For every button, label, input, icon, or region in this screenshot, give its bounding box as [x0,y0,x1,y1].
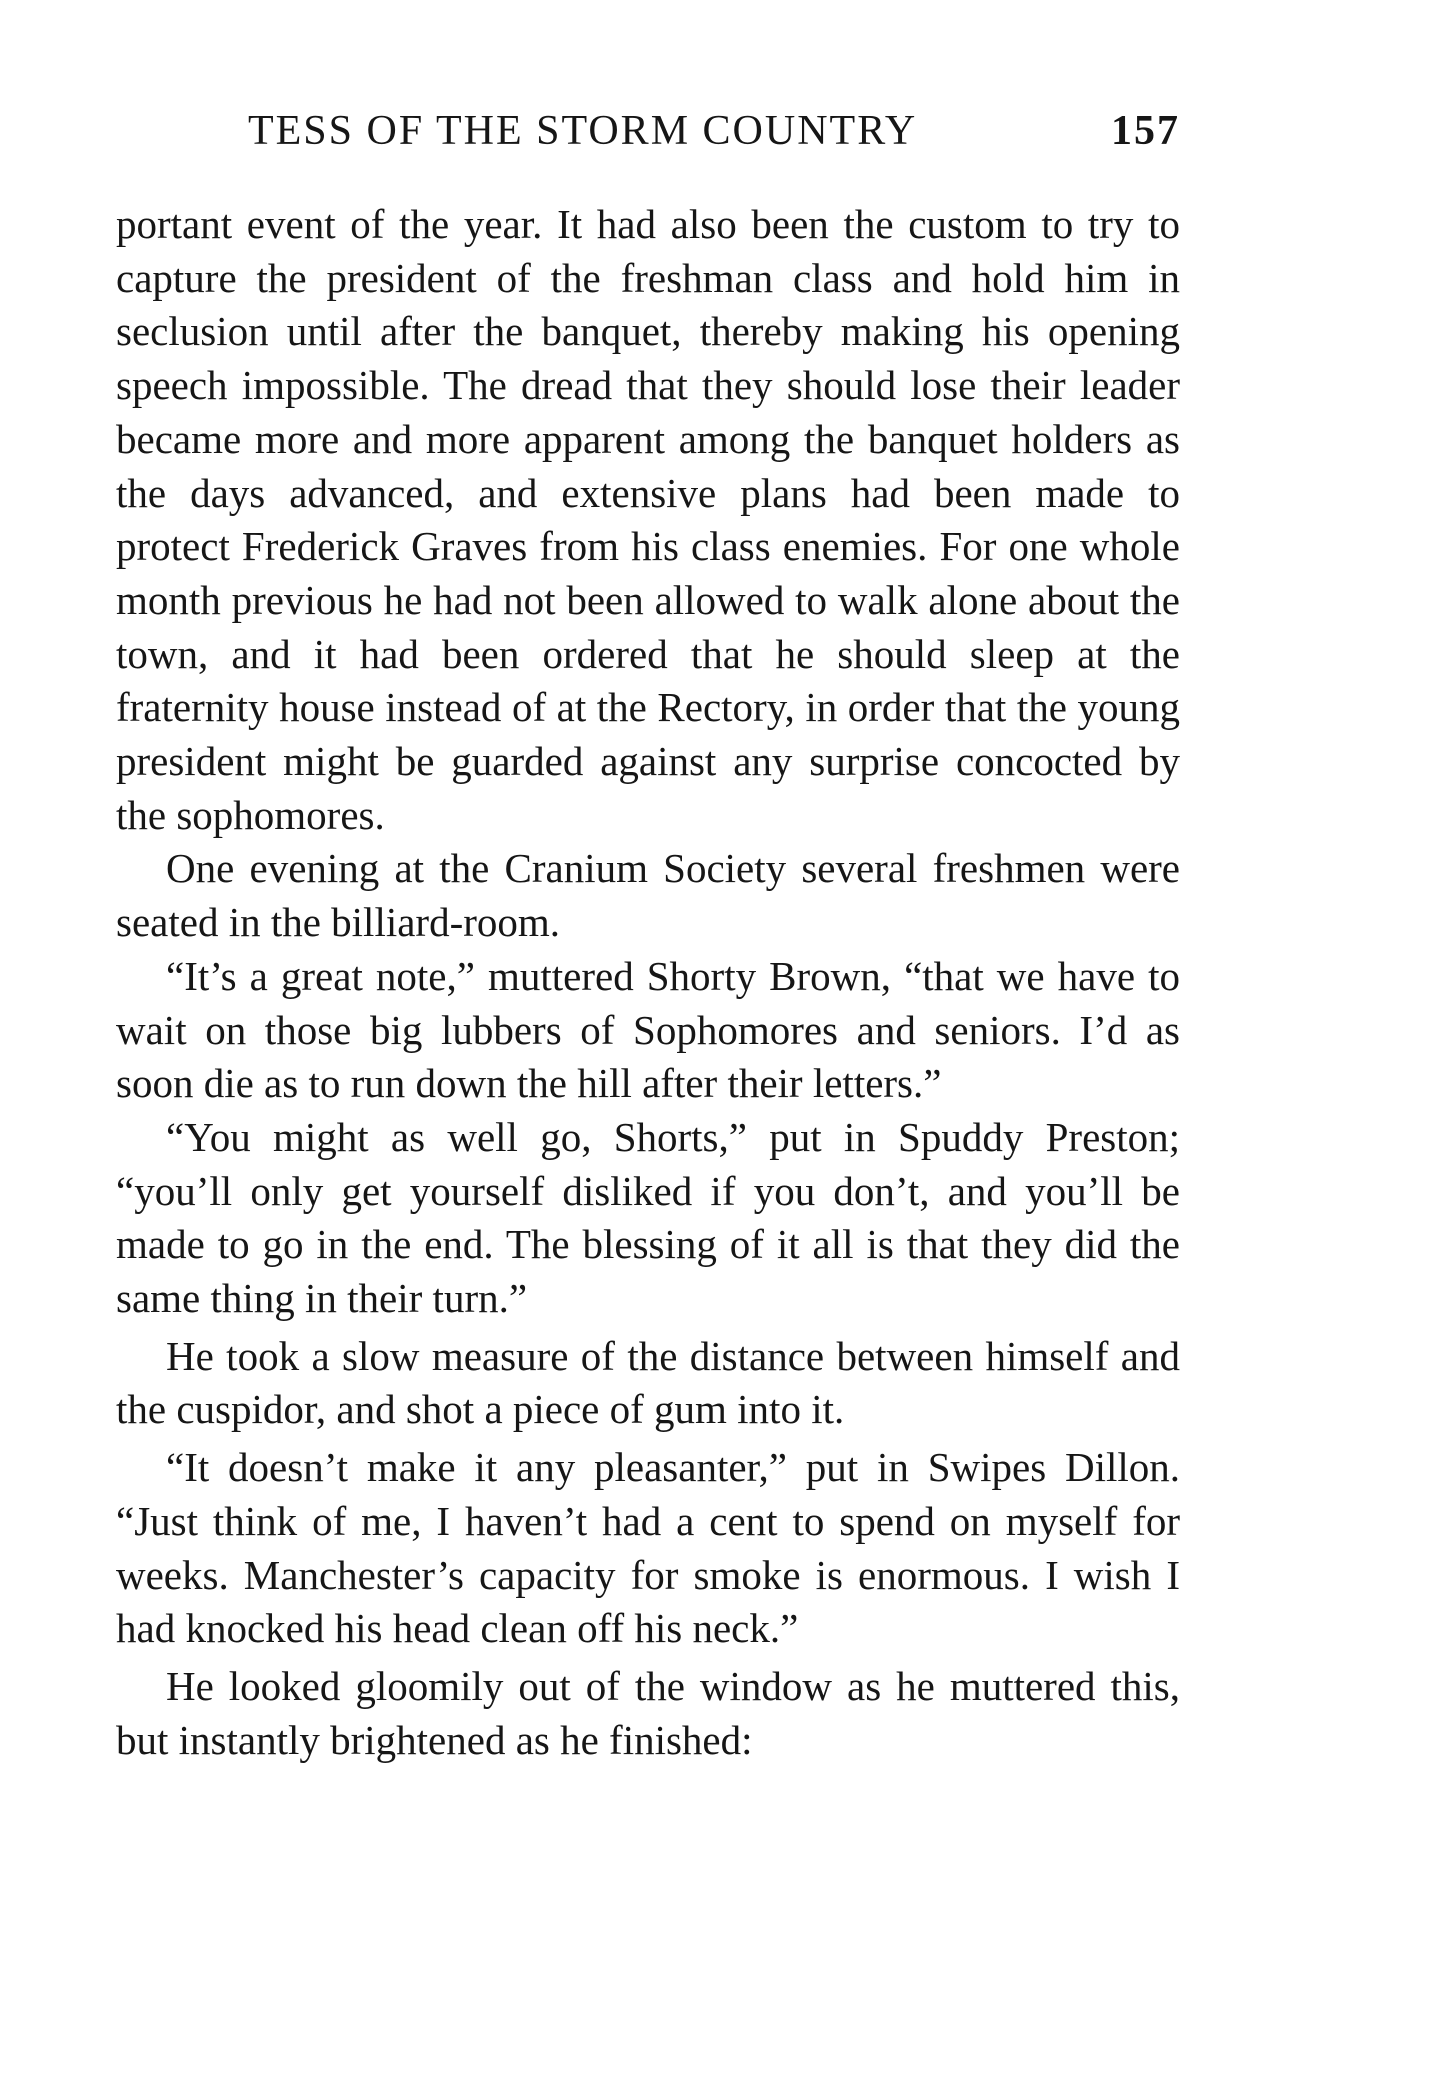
paragraph-cuspidor: He took a slow measure of the distance between himself and the cuspidor, and shot a piece of gum into it. [116,1332,1180,1433]
body-text [116,198,1180,1767]
paragraph-shorty-brown: “It’s a great note,” muttered Shorty Brown, “that we have to wait on those big lubbers of Sophomores and seniors. I’d as soon die as to run down the hill after their letters.” [116,952,1180,1107]
page-number: 157 [1111,108,1180,154]
running-head [248,103,1180,159]
paragraph-window: He looked gloomily out of the window as he muttered this, but instantly brightened as he finished: [116,1662,1180,1763]
paragraph-cranium-society: One evening at the Cranium Society several freshmen were seated in the billiard-room. [116,845,1180,946]
paragraph-swipes-dillon: “It doesn’t make it any pleasanter,” put in Swipes Dillon. “Just think of me, I haven’t had a cent to spend on myself for weeks. Manchester’s capacity for smoke is enormous. I wish I had knocked his head clean off his neck.” [116,1444,1180,1652]
paragraph-spuddy-preston: “You might as well go, Shorts,” put in Spuddy Preston; “you’ll only get yourself disliked if you don’t, and you’ll be made to go in the end. The blessing of it all is that they did the same thing in their turn.” [116,1113,1180,1322]
paragraph-continuation: portant event of the year. It had also been the custom to try to capture the president of the freshman class and hold him in seclusion until after the banquet, thereby making his opening speech impossible. The dread that they should lose their leader became more and more apparent among the banquet holders as the days advanced, and extensive plans had been made to protect Frederick Graves from his class enemies. For one whole month previous he had not been allowed to walk alone about the town, and it had been ordered that he should sleep at the fraternity house instead of at the Rectory, in order that the young president might be guarded against any surprise concocted by the sophomores. [116,201,1180,838]
running-title: TESS OF THE STORM COUNTRY [248,108,918,154]
